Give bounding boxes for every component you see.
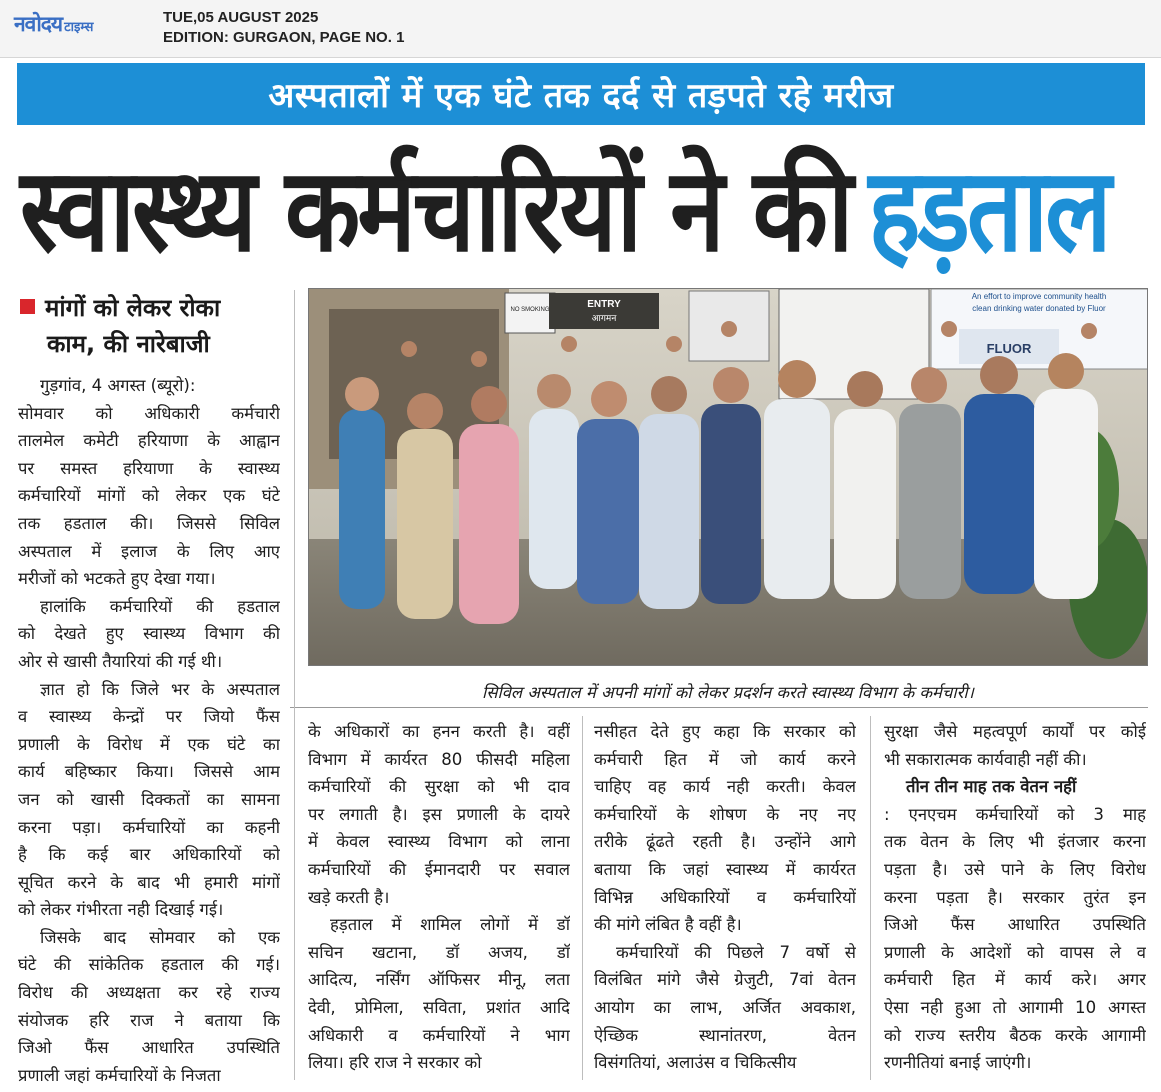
- article-line: तरीके ढूंढते रहती है। उन्होंने आगे: [594, 832, 856, 852]
- article-line: विलंबित मांगे जैसे ग्रेजुटी, 7वां वेतन: [594, 970, 856, 990]
- article-line: रणनीतियां बनाई जाएंगी।: [884, 1053, 1032, 1073]
- article-line: जन को खासी दिक्कतों का सामना: [18, 789, 280, 809]
- article-line: विसंगतियां, अलाउंस व चिकित्सीय: [594, 1053, 797, 1073]
- edition-info: [163, 8, 404, 48]
- article-line: को देखते हुए स्वास्थ्य विभाग की: [18, 624, 280, 644]
- article-line: जिसके बाद सोमवार को एक: [40, 927, 280, 947]
- article-line: आदित्य, नर्सिंग ऑफिसर मीनू, लता: [308, 970, 570, 990]
- article-line: लिया। हरि राज ने सरकार को: [308, 1053, 482, 1073]
- article-column-4: [884, 718, 1146, 1077]
- article-line: पर समस्त हरियाणा के स्वास्थ्य: [18, 458, 280, 478]
- article-line: को लेकर गंभीरता नही दिखाई गई।: [18, 900, 224, 920]
- article-line: को राज्य स्तरीय बैठक करके आगामी: [884, 1025, 1146, 1045]
- article-line: प्रणाली के आदेशों को वापस ले व: [884, 942, 1146, 962]
- article-line: कर्मचारियों की पिछले 7 वर्षो से: [616, 942, 856, 962]
- logo-main-text: नवोदय: [14, 11, 63, 36]
- article-line: कर्मचारियों की सुरक्षा को भी दाव: [308, 777, 570, 797]
- article-line: विभाग में कार्यरत 80 फीसदी महिला: [308, 749, 570, 769]
- article-line: प्रणाली जहां कर्मचारियों के निजता: [18, 1065, 221, 1085]
- red-square-bullet-icon: [20, 299, 35, 314]
- strap-headline: अस्पतालों में एक घंटे तक दर्द से तड़पते रहे मरीज: [268, 76, 894, 116]
- article-line: मरीजों को भटकते हुए देखा गया।: [18, 569, 216, 589]
- article-line: देवी, प्रोमिला, सविता, प्रशांत आदि: [308, 997, 570, 1017]
- article-column-3: [594, 718, 856, 1077]
- article-line: जिओ फैंस आधारित उपस्थिति: [884, 915, 1146, 935]
- article-line: व स्वास्थ्य केन्द्रों पर जियो फैंस: [18, 707, 280, 727]
- article-line: कर्मचारी हित में कार्य करे। अगर: [884, 970, 1146, 990]
- banner-line-2: clean drinking water donated by Fluor: [972, 304, 1106, 313]
- article-column-2: [308, 718, 570, 1077]
- article-line: अस्पताल में इलाज के लिए आए: [18, 541, 280, 561]
- article-line: जिओ फैंस आधारित उपस्थिति: [18, 1038, 280, 1058]
- edition-page: EDITION: GURGAON, PAGE NO. 1: [163, 29, 405, 46]
- article-line: ज्ञात हो कि जिले भर के अस्पताल: [40, 679, 280, 699]
- article-line: विरोध की अध्यक्षता कर रहे राज्य: [18, 983, 280, 1003]
- article-line: : एनएचम कर्मचारियों को 3 माह: [884, 804, 1146, 824]
- banner-line-1: An effort to improve community health: [971, 292, 1107, 301]
- sub-headline-line-2: काम, की नारेबाजी: [47, 330, 210, 358]
- main-headline: [20, 130, 1145, 280]
- article-line: संयोजक हरि राज ने बताया कि: [18, 1010, 280, 1030]
- article-line: सोमवार को अधिकारी कर्मचारी: [18, 403, 280, 423]
- article-line: बताया कि जहां स्वास्थ्य में कार्यरत: [594, 859, 856, 879]
- article-line: है कि कई बार अधिकारियों को: [18, 845, 280, 865]
- edition-date: TUE,05 AUGUST 2025: [163, 9, 319, 26]
- article-line: करना पड़ा। कर्मचारियों का कहनी: [18, 817, 280, 837]
- article-line: हड़ताल में शामिल लोगों में डॉ: [330, 915, 570, 935]
- protest-photo: [308, 288, 1148, 666]
- article-line: पर लगाती है। इस प्रणाली के दायरे: [308, 804, 570, 824]
- article-line: ऐच्छिक स्थानांतरण, वेतन: [594, 1025, 856, 1045]
- photo-caption: सिविल अस्पताल में अपनी मांगों को लेकर प्रदर्शन करते स्वास्थ्य विभाग के कर्मचारी।: [482, 683, 974, 702]
- edition-bar: [0, 0, 1161, 58]
- entry-sign: ENTRY: [587, 299, 621, 310]
- column-divider-2: [582, 716, 583, 1080]
- article-line: तक वेतन के लिए भी इंतजार करना: [884, 832, 1146, 852]
- article-line: गुड़गांव, 4 अगस्त (ब्यूरो):: [40, 376, 196, 395]
- article-line: आयोग का लाभ, अर्जित अवकाश,: [594, 997, 856, 1017]
- column-divider-1: [294, 290, 295, 1080]
- fluor-sign: FLUOR: [986, 341, 1032, 356]
- article-line: ओर से खासी तैयारियां की गई थी।: [18, 651, 223, 671]
- article-line: हालांकि कर्मचारियों की हडताल: [40, 596, 280, 616]
- article-line: प्रणाली के विरोध में एक घंटे का: [18, 734, 280, 754]
- article-line: विभिन्न अधिकारियों व कर्मचारियों: [594, 887, 856, 907]
- main-headline-accent: हड़ताल: [868, 143, 1109, 279]
- article-line: अधिकारी व कर्मचारियों ने भाग: [308, 1025, 570, 1045]
- article-line: करना पड़ता है। सरकार तुरंत इन: [884, 887, 1146, 907]
- main-headline-text: स्वास्थ्य कर्मचारियों ने की: [20, 143, 851, 279]
- article-column-1: [18, 372, 280, 1089]
- article-line: सुरक्षा जैसे महत्वपूर्ण कार्यों पर कोई: [884, 722, 1146, 741]
- article-line: कर्मचारियों के शोषण के नए नए: [594, 804, 856, 824]
- article-line: की मांगे लंबित है वहीं है।: [594, 915, 742, 935]
- article-line: भी सकारात्मक कार्यवाही नहीं की।: [884, 749, 1087, 769]
- newspaper-logo: [14, 10, 93, 38]
- article-line: चाहिए वह कार्य नही करती। केवल: [594, 777, 856, 797]
- entry-sign-hindi: आगमन: [591, 314, 617, 324]
- article-line: ऐसा नही हुआ तो आगामी 10 अगस्त: [884, 997, 1146, 1017]
- logo-sub-text: टाइम्स: [64, 20, 94, 35]
- sub-headline: [20, 290, 290, 362]
- column-divider-3: [870, 716, 871, 1080]
- article-line: कर्मचारियों मांगों को लेकर एक घंटे: [18, 486, 280, 506]
- article-line: कर्मचारी हित में जो कार्य करने: [594, 749, 856, 769]
- article-line: में केवल स्वास्थ्य विभाग को लाना: [308, 832, 570, 852]
- article-line: तालमेल कमेटी हरियाणा के आह्वान: [18, 431, 280, 451]
- article-line: घंटे की सांकेतिक हडताल की गई।: [18, 955, 280, 975]
- article-line: खड़े करती है।: [308, 887, 390, 907]
- caption-divider: [290, 707, 1148, 708]
- article-line: सचिन खटाना, डॉ अजय, डॉ: [308, 942, 570, 962]
- article-line: तीन तीन माह तक वेतन नहीं: [906, 777, 1077, 797]
- article-line: के अधिकारों का हनन करती है। वहीं: [308, 722, 570, 741]
- sub-headline-line-1: मांगों को लेकर रोका: [45, 294, 221, 322]
- article-line: कार्य बहिष्कार किया। जिससे आम: [18, 762, 280, 782]
- strap-headline-bar: [17, 63, 1145, 125]
- article-line: नसीहत देते हुए कहा कि सरकार को: [594, 722, 856, 741]
- article-line: पड़ता है। उसे पाने के लिए विरोध: [884, 859, 1146, 879]
- article-line: तक हडताल की। जिससे सिविल: [18, 513, 280, 533]
- no-smoking-sign: NO SMOKING: [510, 307, 550, 313]
- article-line: सूचित करने के बाद भी हमारी मांगों: [18, 872, 280, 892]
- article-line: कर्मचारियों की ईमानदारी पर सवाल: [308, 859, 570, 879]
